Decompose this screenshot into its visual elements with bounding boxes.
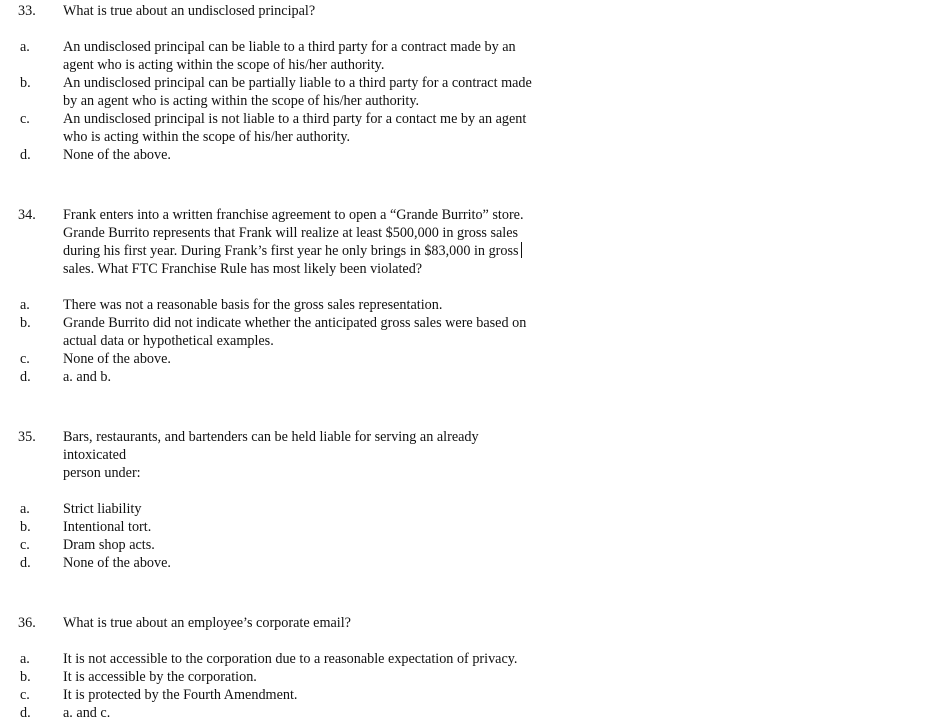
stem-line: What is true about an undisclosed principal? xyxy=(63,3,316,19)
option-line: a. and b. xyxy=(63,369,112,385)
option-line: There was not a reasonable basis for the gross sales representation. xyxy=(63,297,443,313)
option-letter: c. xyxy=(20,351,30,367)
option-letter: d. xyxy=(20,147,31,163)
stem-line xyxy=(63,242,522,260)
option-line: An undisclosed principal can be liable to a third party for a contract made by an xyxy=(63,39,516,55)
option-letter: b. xyxy=(20,669,31,685)
question-number: 35. xyxy=(18,429,36,445)
option-line: by an agent who is acting within the scope of his/her authority. xyxy=(63,93,420,109)
question-number: 36. xyxy=(18,615,36,631)
question-number: 34. xyxy=(18,207,36,223)
option-line: actual data or hypothetical examples. xyxy=(63,333,274,349)
option-line: It is not accessible to the corporation due to a reasonable expectation of privacy. xyxy=(63,651,518,667)
option-line: None of the above. xyxy=(63,351,171,367)
option-letter: d. xyxy=(20,369,31,385)
option-line: Strict liability xyxy=(63,501,142,517)
text-cursor xyxy=(521,242,522,258)
option-letter: b. xyxy=(20,75,31,91)
option-letter: a. xyxy=(20,39,30,55)
option-line: Dram shop acts. xyxy=(63,537,155,553)
option-line: None of the above. xyxy=(63,555,171,571)
question-number: 33. xyxy=(18,3,36,19)
option-letter: a. xyxy=(20,651,30,667)
option-line: Intentional tort. xyxy=(63,519,152,535)
option-line: who is acting within the scope of his/her authority. xyxy=(63,129,351,145)
option-line: Grande Burrito did not indicate whether the anticipated gross sales were based on xyxy=(63,315,527,331)
option-letter: a. xyxy=(20,297,30,313)
stem-line: person under: xyxy=(63,465,141,481)
option-line: It is accessible by the corporation. xyxy=(63,669,257,685)
stem-line: Frank enters into a written franchise agreement to open a “Grande Burrito” store. xyxy=(63,207,524,223)
option-letter: b. xyxy=(20,519,31,535)
option-letter: d. xyxy=(20,555,31,571)
option-letter: c. xyxy=(20,687,30,703)
stem-line: intoxicated xyxy=(63,447,127,463)
stem-line: What is true about an employee’s corporate email? xyxy=(63,615,351,631)
option-line: An undisclosed principal can be partially liable to a third party for a contract made xyxy=(63,75,532,91)
option-letter: b. xyxy=(20,315,31,331)
stem-line-text: during his first year. During Frank’s first year he only brings in $83,000 in gross xyxy=(63,243,519,259)
stem-line: Bars, restaurants, and bartenders can be held liable for serving an already xyxy=(63,429,479,445)
option-line: agent who is acting within the scope of his/her authority. xyxy=(63,57,385,73)
option-line: a. and c. xyxy=(63,705,111,721)
option-line: An undisclosed principal is not liable to a third party for a contact me by an agent xyxy=(63,111,527,127)
option-letter: c. xyxy=(20,111,30,127)
option-letter: a. xyxy=(20,501,30,517)
option-letter: c. xyxy=(20,537,30,553)
option-line: It is protected by the Fourth Amendment. xyxy=(63,687,298,703)
option-letter: d. xyxy=(20,705,31,721)
option-line: None of the above. xyxy=(63,147,171,163)
stem-line: Grande Burrito represents that Frank will realize at least $500,000 in gross sales xyxy=(63,225,519,241)
stem-line: sales. What FTC Franchise Rule has most likely been violated? xyxy=(63,261,423,277)
